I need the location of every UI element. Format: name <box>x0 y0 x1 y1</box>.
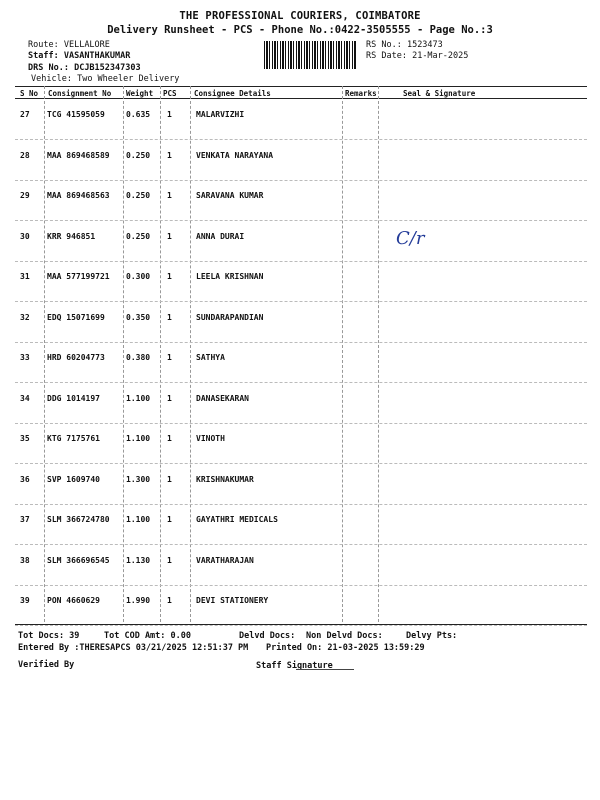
row-consignment-no: DDG 1014197 <box>47 393 100 403</box>
table-row <box>15 99 587 139</box>
row-weight: 0.250 <box>126 191 151 200</box>
row-consignment-no: KTG 7175761 <box>47 434 100 443</box>
row-sno: 28 <box>20 150 30 160</box>
row-consignment-no: SLM 366724780 <box>47 515 110 524</box>
row-consignee: ANNA DURAI <box>196 231 245 241</box>
row-pcs: 1 <box>167 150 172 160</box>
rs-date-line <box>366 51 468 61</box>
row-pcs: 1 <box>167 596 172 605</box>
rs-no-line <box>366 40 443 50</box>
staff-line <box>28 51 130 61</box>
drs-label: DRS No.: <box>28 63 69 73</box>
route-label: Route: <box>28 40 59 50</box>
row-consignee: KRISHNAKUMAR <box>196 474 254 484</box>
delivery-mark: C/r <box>396 228 425 249</box>
vehicle-label: Vehicle: <box>31 74 72 84</box>
row-consignment-no: TCG 41595059 <box>47 110 105 119</box>
row-sno: 34 <box>20 393 30 403</box>
table-row <box>15 545 587 585</box>
staff-signature-label: Staff Signature <box>256 661 333 671</box>
row-sno: 29 <box>20 191 30 200</box>
row-consignee: SARAVANA KUMAR <box>196 191 264 200</box>
table-row <box>15 221 587 261</box>
table-row <box>15 180 587 220</box>
row-sno: 37 <box>20 515 30 524</box>
col-remarks: Remarks <box>345 89 377 98</box>
vehicle-value: Two Wheeler Delivery <box>77 74 180 84</box>
drs-value: DCJB152347303 <box>74 63 141 73</box>
route-value: VELLALORE <box>63 40 110 50</box>
rs-date-value: 21-Mar-2025 <box>412 51 469 61</box>
printed-on: Printed On: 21-03-2025 13:59:29 <box>266 643 425 653</box>
non-delvd-docs: Non Delvd Docs: <box>306 631 383 641</box>
col-consignment: Consignment No <box>48 89 112 98</box>
tot-docs: Tot Docs: 39 <box>18 631 80 641</box>
row-weight: 1.100 <box>126 515 151 524</box>
row-weight: 0.250 <box>126 231 151 241</box>
runsheet-title: Delivery Runsheet - PCS - Phone No.:0422-3505555 - Page No.:3 <box>107 24 493 36</box>
row-consignment-no: MAA 869468589 <box>47 150 110 160</box>
table-row <box>15 464 587 504</box>
row-sno: 30 <box>20 231 30 241</box>
table-row <box>15 504 587 544</box>
row-sno: 27 <box>20 110 30 119</box>
row-weight: 1.990 <box>126 596 151 605</box>
col-pcs: PCS <box>163 89 177 98</box>
col-seal-signature: Seal & Signature <box>403 89 476 98</box>
row-weight: 0.635 <box>126 110 151 119</box>
row-pcs: 1 <box>167 312 172 322</box>
row-weight: 0.350 <box>126 312 151 322</box>
row-consignment-no: EDQ 15071699 <box>47 312 105 322</box>
row-pcs: 1 <box>167 231 172 241</box>
row-consignee: LEELA KRISHNAN <box>196 272 264 281</box>
row-weight: 1.100 <box>126 434 151 443</box>
row-pcs: 1 <box>167 272 172 281</box>
delvd-docs: Delvd Docs: <box>239 631 296 641</box>
row-sno: 32 <box>20 312 30 322</box>
row-sno: 31 <box>20 272 30 281</box>
row-weight: 1.100 <box>126 393 151 403</box>
table-row <box>15 140 587 180</box>
row-pcs: 1 <box>167 474 172 484</box>
vehicle-line <box>31 74 179 84</box>
row-pcs: 1 <box>167 353 172 362</box>
entered-by: Entered By :THERESAPCS 03/21/2025 12:51:37 PM <box>18 643 249 653</box>
row-weight: 1.130 <box>126 555 151 565</box>
route-line <box>28 40 110 50</box>
row-pcs: 1 <box>167 515 172 524</box>
row-sno: 33 <box>20 353 30 362</box>
delvy-pts: Delvy Pts: <box>406 631 458 641</box>
row-consignment-no: SVP 1609740 <box>47 474 100 484</box>
tot-cod-amount: Tot COD Amt: 0.00 <box>104 631 191 641</box>
row-consignee: SATHYA <box>196 353 225 362</box>
row-consignment-no: HRD 60204773 <box>47 353 105 362</box>
table-top-rule <box>15 86 587 87</box>
row-pcs: 1 <box>167 110 172 119</box>
staff-label: Staff: <box>28 51 59 61</box>
table-row <box>15 585 587 625</box>
row-sno: 39 <box>20 596 30 605</box>
row-consignment-no: KRR 946851 <box>47 231 96 241</box>
rs-date-label: RS Date: <box>366 51 407 61</box>
row-pcs: 1 <box>167 555 172 565</box>
row-consignment-no: MAA 577199721 <box>47 272 110 281</box>
col-sno: S No <box>20 89 39 98</box>
drs-line <box>28 63 141 73</box>
barcode <box>264 41 356 69</box>
verified-by: Verified By <box>18 660 75 670</box>
row-pcs: 1 <box>167 393 172 403</box>
row-weight: 0.250 <box>126 150 151 160</box>
table-bottom-rule <box>15 624 587 625</box>
row-sno: 36 <box>20 474 30 484</box>
row-consignee: GAYATHRI MEDICALS <box>196 515 278 524</box>
staff-signature-line <box>296 669 354 670</box>
row-consignee: VENKATA NARAYANA <box>196 150 274 160</box>
row-consignment-no: PON 4660629 <box>47 596 100 605</box>
rs-no-value: 1523473 <box>406 40 443 50</box>
staff-value: VASANTHAKUMAR <box>63 51 131 61</box>
table-row <box>15 302 587 342</box>
row-consignee: DANASEKARAN <box>196 393 249 403</box>
row-consignee: DEVI STATIONERY <box>196 596 269 605</box>
row-weight: 1.300 <box>126 474 151 484</box>
table-row <box>15 342 587 382</box>
row-divider <box>15 625 587 626</box>
row-sno: 38 <box>20 555 30 565</box>
table-row <box>15 261 587 301</box>
row-consignee: VARATHARAJAN <box>196 555 254 565</box>
rs-no-label: RS No.: <box>366 40 402 50</box>
row-consignment-no: SLM 366696545 <box>47 555 110 565</box>
table-row <box>15 383 587 423</box>
table-row <box>15 423 587 463</box>
row-sno: 35 <box>20 434 30 443</box>
row-consignment-no: MAA 869468563 <box>47 191 110 200</box>
col-consignee: Consignee Details <box>194 89 271 98</box>
row-weight: 0.380 <box>126 353 151 362</box>
row-consignee: SUNDARAPANDIAN <box>196 312 264 322</box>
row-consignee: MALARVIZHI <box>196 110 245 119</box>
row-pcs: 1 <box>167 434 172 443</box>
row-pcs: 1 <box>167 191 172 200</box>
company-name: THE PROFESSIONAL COURIERS, COIMBATORE <box>179 10 421 22</box>
col-weight: Weight <box>126 89 154 98</box>
row-consignee: VINOTH <box>196 434 225 443</box>
row-weight: 0.300 <box>126 272 151 281</box>
